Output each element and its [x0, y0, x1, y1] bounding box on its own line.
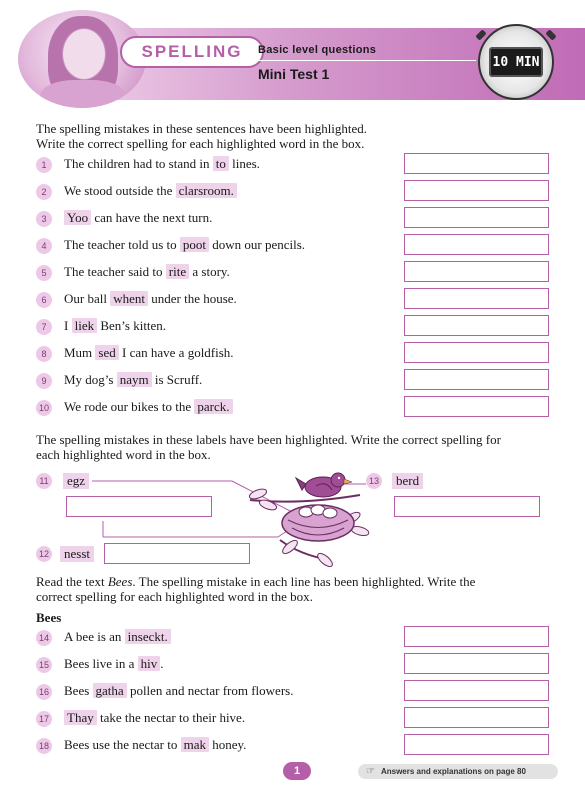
highlighted-word: poot [180, 237, 209, 252]
sentence-text: I [64, 318, 72, 333]
sentence-text: The children had to stand in [64, 156, 213, 171]
answer-box[interactable] [404, 234, 549, 255]
question-number: 9 [36, 373, 52, 389]
question-number: 7 [36, 319, 52, 335]
question-row [36, 369, 556, 393]
question-number: 10 [36, 400, 52, 416]
highlighted-word: parck. [194, 399, 232, 414]
text-heading: Bees [36, 610, 62, 625]
question-row [36, 153, 556, 177]
question-number: 4 [36, 238, 52, 254]
instruction-line: The spelling mistakes in these sentences have been highlighted. [36, 121, 368, 136]
question-sentence [64, 710, 245, 726]
question-row [36, 207, 556, 231]
sentence-text: We stood outside the [64, 183, 176, 198]
question-number: 17 [36, 711, 52, 727]
highlighted-word: inseckt. [125, 629, 171, 644]
page-header [0, 0, 585, 110]
highlighted-word: whent [110, 291, 148, 306]
question-number: 16 [36, 684, 52, 700]
question-sentence [64, 683, 293, 699]
instruction-line: The spelling mistakes in these labels have been highlighted. Write the correct spelling for [36, 432, 501, 447]
sentence-text: The teacher said to [64, 264, 166, 279]
question-row [36, 626, 556, 650]
question-number: 8 [36, 346, 52, 362]
sentence-text: can have the next turn. [91, 210, 213, 225]
answer-box[interactable] [404, 653, 549, 674]
highlighted-word: Thay [64, 710, 97, 725]
answer-box[interactable] [404, 180, 549, 201]
question-sentence [64, 210, 212, 226]
answer-box[interactable] [404, 207, 549, 228]
question-number: 5 [36, 265, 52, 281]
answer-box[interactable] [404, 342, 549, 363]
question-sentence [64, 737, 246, 753]
highlighted-word: sed [95, 345, 118, 360]
highlighted-word: liek [72, 318, 98, 333]
header-divider [258, 60, 476, 61]
sentence-text: Bees use the nectar to [64, 737, 181, 752]
question-row [36, 288, 556, 312]
question-number: 13 [366, 473, 382, 489]
sentence-text: I can have a goldfish. [118, 345, 234, 360]
question-row [36, 680, 556, 704]
highlighted-word: clarsroom. [176, 183, 237, 198]
answer-box[interactable] [404, 315, 549, 336]
sentence-text: under the house. [148, 291, 237, 306]
question-row [36, 234, 556, 258]
question-sentence [64, 291, 237, 307]
answer-box-bird[interactable] [394, 496, 540, 517]
question-row [36, 315, 556, 339]
highlighted-word: Yoo [64, 210, 91, 225]
instruction-line: Read the text Bees. The spelling mistake in each line has been highlighted. Write the [36, 574, 476, 589]
answers-reference [358, 764, 558, 779]
question-number: 1 [36, 157, 52, 173]
sentence-text: down our pencils. [209, 237, 306, 252]
sentence-text: lines. [228, 156, 260, 171]
sentence-text: A bee is an [64, 629, 125, 644]
question-number: 6 [36, 292, 52, 308]
sentence-text: take the nectar to their hive. [96, 710, 246, 725]
highlighted-word: egz [63, 473, 89, 489]
question-sentence [64, 264, 230, 280]
instruction-line: Write the correct spelling for each highlighted word in the box. [36, 136, 365, 151]
sentence-text: is Scruff. [151, 372, 203, 387]
answer-box[interactable] [404, 396, 549, 417]
answer-box-eggs[interactable] [66, 496, 212, 517]
text-title-ref: Bees [107, 574, 133, 589]
answer-box[interactable] [404, 261, 549, 282]
answers-text: Answers and explanations on page 80 [380, 767, 526, 776]
question-sentence [64, 237, 305, 253]
question-number: 2 [36, 184, 52, 200]
highlighted-word: gatha [93, 683, 127, 698]
question-sentence [64, 399, 233, 415]
answer-box[interactable] [404, 734, 549, 755]
answer-box[interactable] [404, 288, 549, 309]
level-subtitle: Basic level questions [258, 44, 377, 56]
sentences-instructions [36, 121, 556, 151]
question-sentence [64, 345, 234, 361]
question-row [36, 261, 556, 285]
question-number: 14 [36, 630, 52, 646]
question-sentence [64, 656, 164, 672]
question-number: 18 [36, 738, 52, 754]
highlighted-word: to [213, 156, 229, 171]
highlighted-word: naym [117, 372, 152, 387]
sentence-text: My dog’s [64, 372, 117, 387]
sentence-text: honey. [208, 737, 247, 752]
answer-box[interactable] [404, 707, 549, 728]
sentence-text: Ben’s kitten. [97, 318, 167, 333]
question-sentence [64, 318, 166, 334]
question-sentence [64, 372, 202, 388]
sentence-text: Our ball [64, 291, 111, 306]
highlighted-word: mak [181, 737, 209, 752]
question-number: 11 [36, 473, 52, 489]
section-title: SPELLING [120, 36, 264, 68]
answer-box[interactable] [404, 680, 549, 701]
timer-readout: 10 MIN [489, 47, 543, 77]
sentence-text: Bees [64, 683, 93, 698]
answer-box[interactable] [404, 369, 549, 390]
sentence-text: We rode our bikes to the [64, 399, 195, 414]
question-row [36, 180, 556, 204]
text-instructions [36, 574, 556, 604]
question-number: 3 [36, 211, 52, 227]
question-row [36, 342, 556, 366]
sentence-text: Mum [64, 345, 96, 360]
sentence-text: The teacher told us to [64, 237, 180, 252]
question-row [36, 653, 556, 677]
labels-instructions [36, 432, 556, 462]
question-row [36, 734, 556, 758]
page-number: 1 [283, 762, 311, 780]
question-sentence [64, 183, 237, 199]
question-sentence [64, 156, 260, 172]
sentence-text: Bees live in a [64, 656, 138, 671]
question-number: 12 [36, 546, 52, 562]
highlighted-word: berd [392, 473, 423, 489]
sentence-text: a story. [189, 264, 230, 279]
answer-box[interactable] [404, 626, 549, 647]
instruction-line: correct spelling for each highlighted word in the box. [36, 589, 313, 604]
instruction-line: each highlighted word in the box. [36, 447, 211, 462]
sentence-text: . [160, 656, 164, 671]
question-row [36, 707, 556, 731]
sentence-text: pollen and nectar from flowers. [126, 683, 294, 698]
question-row [36, 396, 556, 420]
timer-icon [478, 24, 554, 100]
highlighted-word: nesst [60, 546, 94, 562]
question-sentence [64, 629, 171, 645]
highlighted-word: rite [166, 264, 189, 279]
pointing-hand-icon: ☞ [366, 766, 375, 777]
question-number: 15 [36, 657, 52, 673]
highlighted-word: hiv [138, 656, 161, 671]
page-title: Mini Test 1 [258, 66, 330, 82]
answer-box-nest[interactable] [104, 543, 250, 564]
answer-box[interactable] [404, 153, 549, 174]
